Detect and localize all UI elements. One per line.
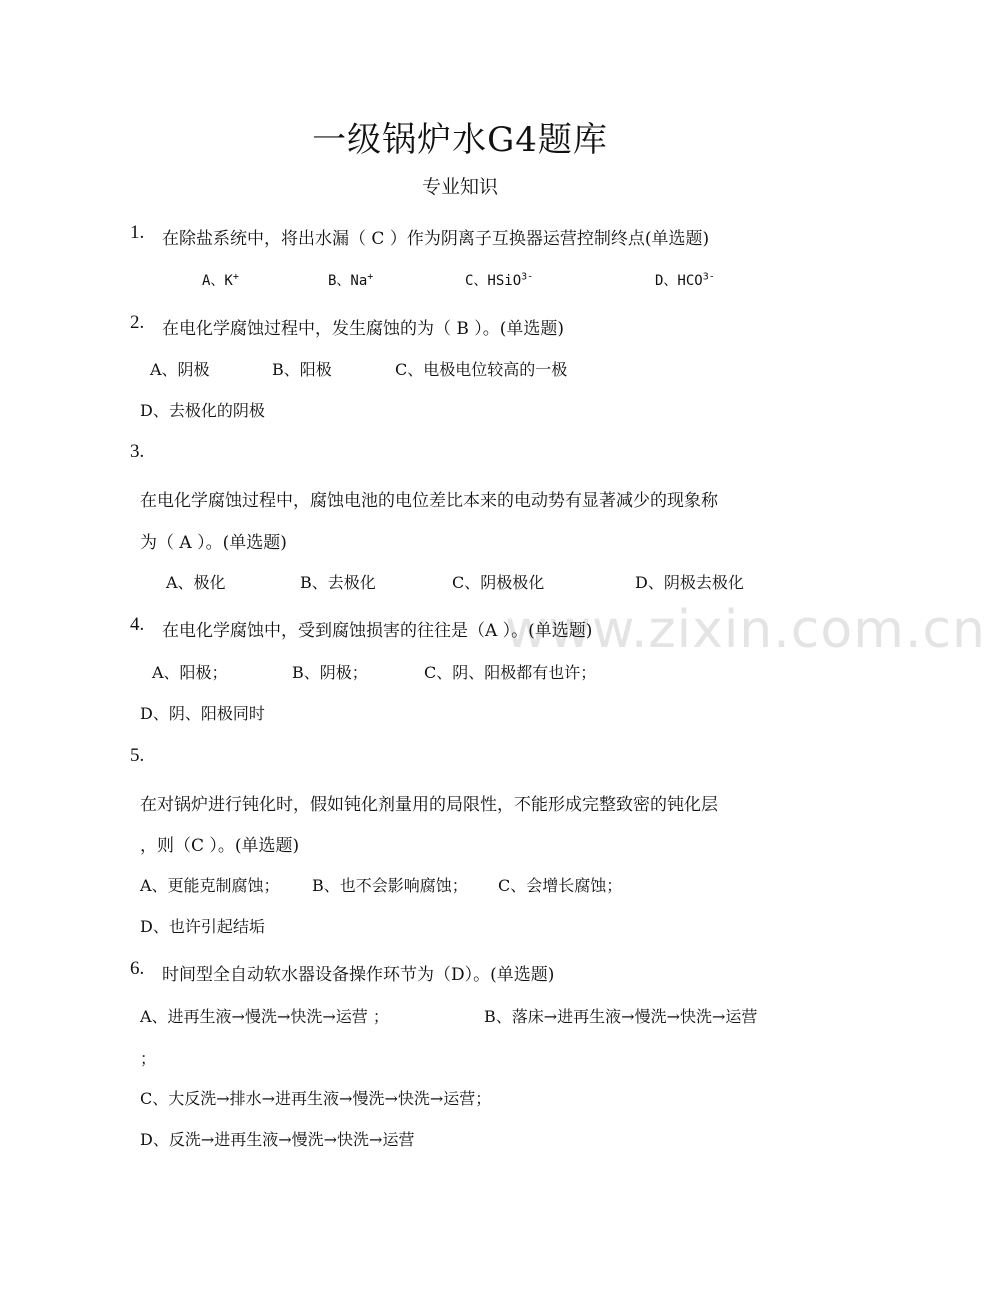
question-6-text: 时间型全自动软水器设备操作环节为（D）。(单选题) (162, 965, 555, 985)
question-5-text-line1: 在对锅炉进行钝化时，假如钝化剂量用的局限性，不能形成完整致密的钝化层 (140, 795, 718, 815)
question-3-option-b: B、去极化 (300, 573, 376, 592)
question-4-number: 4. (130, 614, 145, 635)
question-4-option-b: B、阴极； (292, 663, 368, 682)
question-5-number: 5. (130, 745, 145, 766)
question-2-option-b: B、阳极 (272, 360, 332, 379)
question-2-option-a: A、阴极 (150, 360, 210, 379)
question-6-number: 6. (130, 958, 145, 979)
question-6-option-b: B、落床→进再生液→慢洗→快洗→运营 (484, 1007, 758, 1026)
question-4-option-d: D、阴、阳极同时 (140, 704, 265, 723)
question-1-text: 在除盐系统中，将出水漏（ C ）作为阴离子互换器运营控制终点(单选题) (162, 229, 710, 249)
question-1-number: 1. (130, 222, 145, 243)
question-1-option-b: B、Na+ (328, 271, 374, 289)
question-3-option-d: D、阴极去极化 (635, 573, 744, 592)
question-4-text: 在电化学腐蚀中，受到腐蚀损害的往往是（A ）。(单选题) (162, 621, 593, 641)
question-2-option-d: D、去极化的阴极 (140, 401, 265, 420)
question-5-option-a: A、更能克制腐蚀； (140, 876, 280, 895)
question-3-option-c: C、阴极极化 (452, 573, 545, 592)
question-3-option-a: A、极化 (166, 573, 226, 592)
question-5-option-c: C、会增长腐蚀； (498, 876, 623, 895)
question-1-option-a: A、K+ (202, 271, 239, 289)
question-5-text-line2: ，则（C ）。(单选题) (140, 836, 300, 856)
watermark: www.zixin.com.cn (505, 600, 986, 660)
question-3-text-line2: 为（ A ）。(单选题) (140, 533, 287, 553)
question-6-option-a: A、进再生液→慢洗→快洗→运营 ； (140, 1007, 389, 1026)
question-4-option-a: A、阳极； (152, 663, 228, 682)
question-2-number: 2. (130, 312, 145, 333)
question-5-option-d: D、也许引起结垢 (140, 917, 265, 936)
question-5-option-b: B、也不会影响腐蚀； (312, 876, 468, 895)
page-title: 一级锅炉水G4题库 (312, 120, 608, 160)
section-subtitle: 专业知识 (421, 176, 498, 198)
question-4-option-c: C、阴、阳极都有也许； (424, 663, 597, 682)
question-3-number: 3. (130, 441, 145, 462)
question-2-option-c: C、电极电位较高的一极 (395, 360, 568, 379)
question-6-option-b-continued: ； (140, 1049, 157, 1068)
question-2-text: 在电化学腐蚀过程中，发生腐蚀的为（ B ）。(单选题) (162, 319, 565, 339)
question-6-option-d: D、反洗→进再生液→慢洗→快洗→运营 (140, 1130, 415, 1149)
question-3-text-line1: 在电化学腐蚀过程中，腐蚀电池的电位差比本来的电动势有显著减少的现象称 (140, 491, 718, 511)
question-1-option-d: D、$HCO^{3-}$ (655, 271, 715, 289)
question-1-option-c: C、HSiO$^{3-}$ (465, 271, 534, 289)
question-6-option-c: C、大反洗→排水→进再生液→慢洗→快洗→运营； (140, 1089, 492, 1108)
